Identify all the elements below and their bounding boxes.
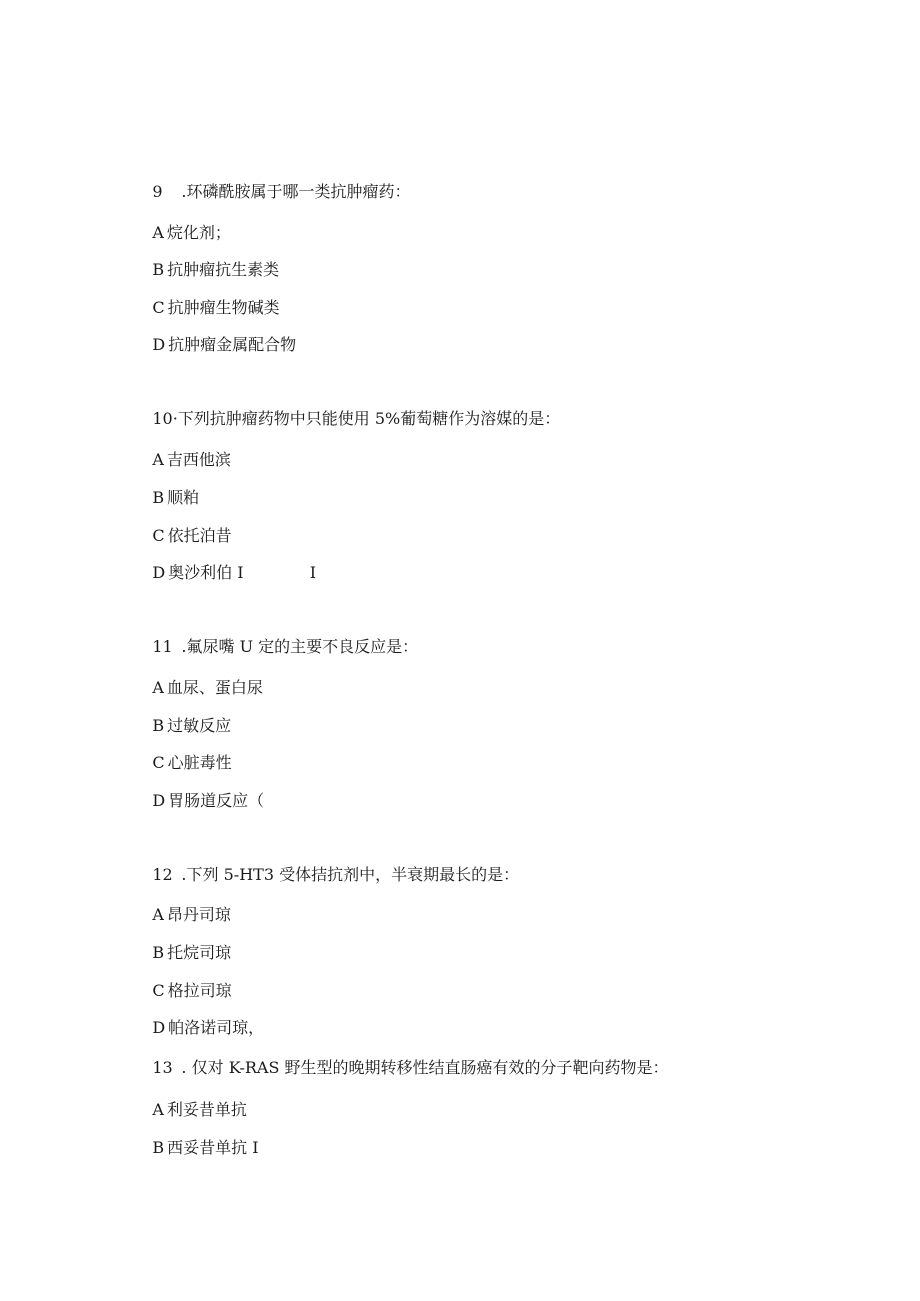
option-10-d <box>132 543 316 603</box>
option-letter: B <box>152 943 165 962</box>
option-text: 吉西他滨 <box>166 450 231 469</box>
option-text: 利妥昔单抗 <box>166 1100 247 1119</box>
question-number: 10 <box>152 409 173 428</box>
option-text: 抗肿瘤生物碱类 <box>167 298 280 317</box>
option-text: 昂丹司琼 <box>166 905 231 924</box>
option-9-d <box>132 315 296 375</box>
option-text: 心脏毒性 <box>167 753 232 772</box>
question-number: 12 <box>152 865 173 884</box>
question-text: .下列 5-HT3 受体拮抗剂中，半衰期最长的是： <box>176 865 520 884</box>
question-text: ·下列抗肿瘤药物中只能使用 5%葡萄糖作为溶媒的是： <box>172 409 561 428</box>
option-letter: B <box>152 716 165 735</box>
option-letter: B <box>152 1138 165 1157</box>
option-text: 烷化剂； <box>166 223 231 242</box>
option-letter: C <box>152 981 165 1000</box>
option-letter: C <box>152 526 165 545</box>
option-text: 顺粕 <box>167 488 200 507</box>
option-letter: D <box>152 1018 166 1037</box>
option-letter: B <box>152 260 165 279</box>
option-letter: A <box>152 1100 164 1119</box>
question-text: .环磷酰胺属于哪一类抗肿瘤药： <box>176 182 411 201</box>
option-text: 依托泊昔 <box>167 526 232 545</box>
question-number: 11 <box>152 637 173 656</box>
option-text: 过敏反应 <box>167 716 232 735</box>
option-letter: B <box>152 488 165 507</box>
option-letter: A <box>152 905 164 924</box>
option-text: 格拉司琼 <box>167 981 232 1000</box>
option-text: 抗肿瘤金属配合物 <box>168 335 297 354</box>
option-letter: C <box>152 298 165 317</box>
question-text: .氟尿嘴 U 定的主要不良反应是： <box>176 637 419 656</box>
option-letter: A <box>152 223 164 242</box>
option-11-d <box>132 771 264 831</box>
option-text: 抗肿瘤抗生素类 <box>167 260 280 279</box>
option-letter: D <box>152 563 166 582</box>
option-text: 胃肠道反应（ <box>168 791 265 810</box>
question-text: . 仅对 K-RAS 野生型的晚期转移性结直肠癌有效的分子靶向药物是： <box>176 1058 669 1077</box>
option-letter: A <box>152 450 164 469</box>
question-number: 9 <box>152 182 163 201</box>
question-number: 13 <box>152 1058 173 1077</box>
option-letter: D <box>152 791 166 810</box>
option-text: 帕洛诺司琼， <box>168 1018 265 1037</box>
option-13-b <box>132 1118 259 1178</box>
option-text: 托烷司琼 <box>167 943 232 962</box>
option-text: 血尿、蛋白尿 <box>166 678 263 697</box>
option-letter: C <box>152 753 165 772</box>
option-text: 奥沙利伯 I I <box>168 563 317 582</box>
option-letter: D <box>152 335 166 354</box>
option-letter: A <box>152 678 164 697</box>
option-text: 西妥昔单抗 I <box>167 1138 259 1157</box>
